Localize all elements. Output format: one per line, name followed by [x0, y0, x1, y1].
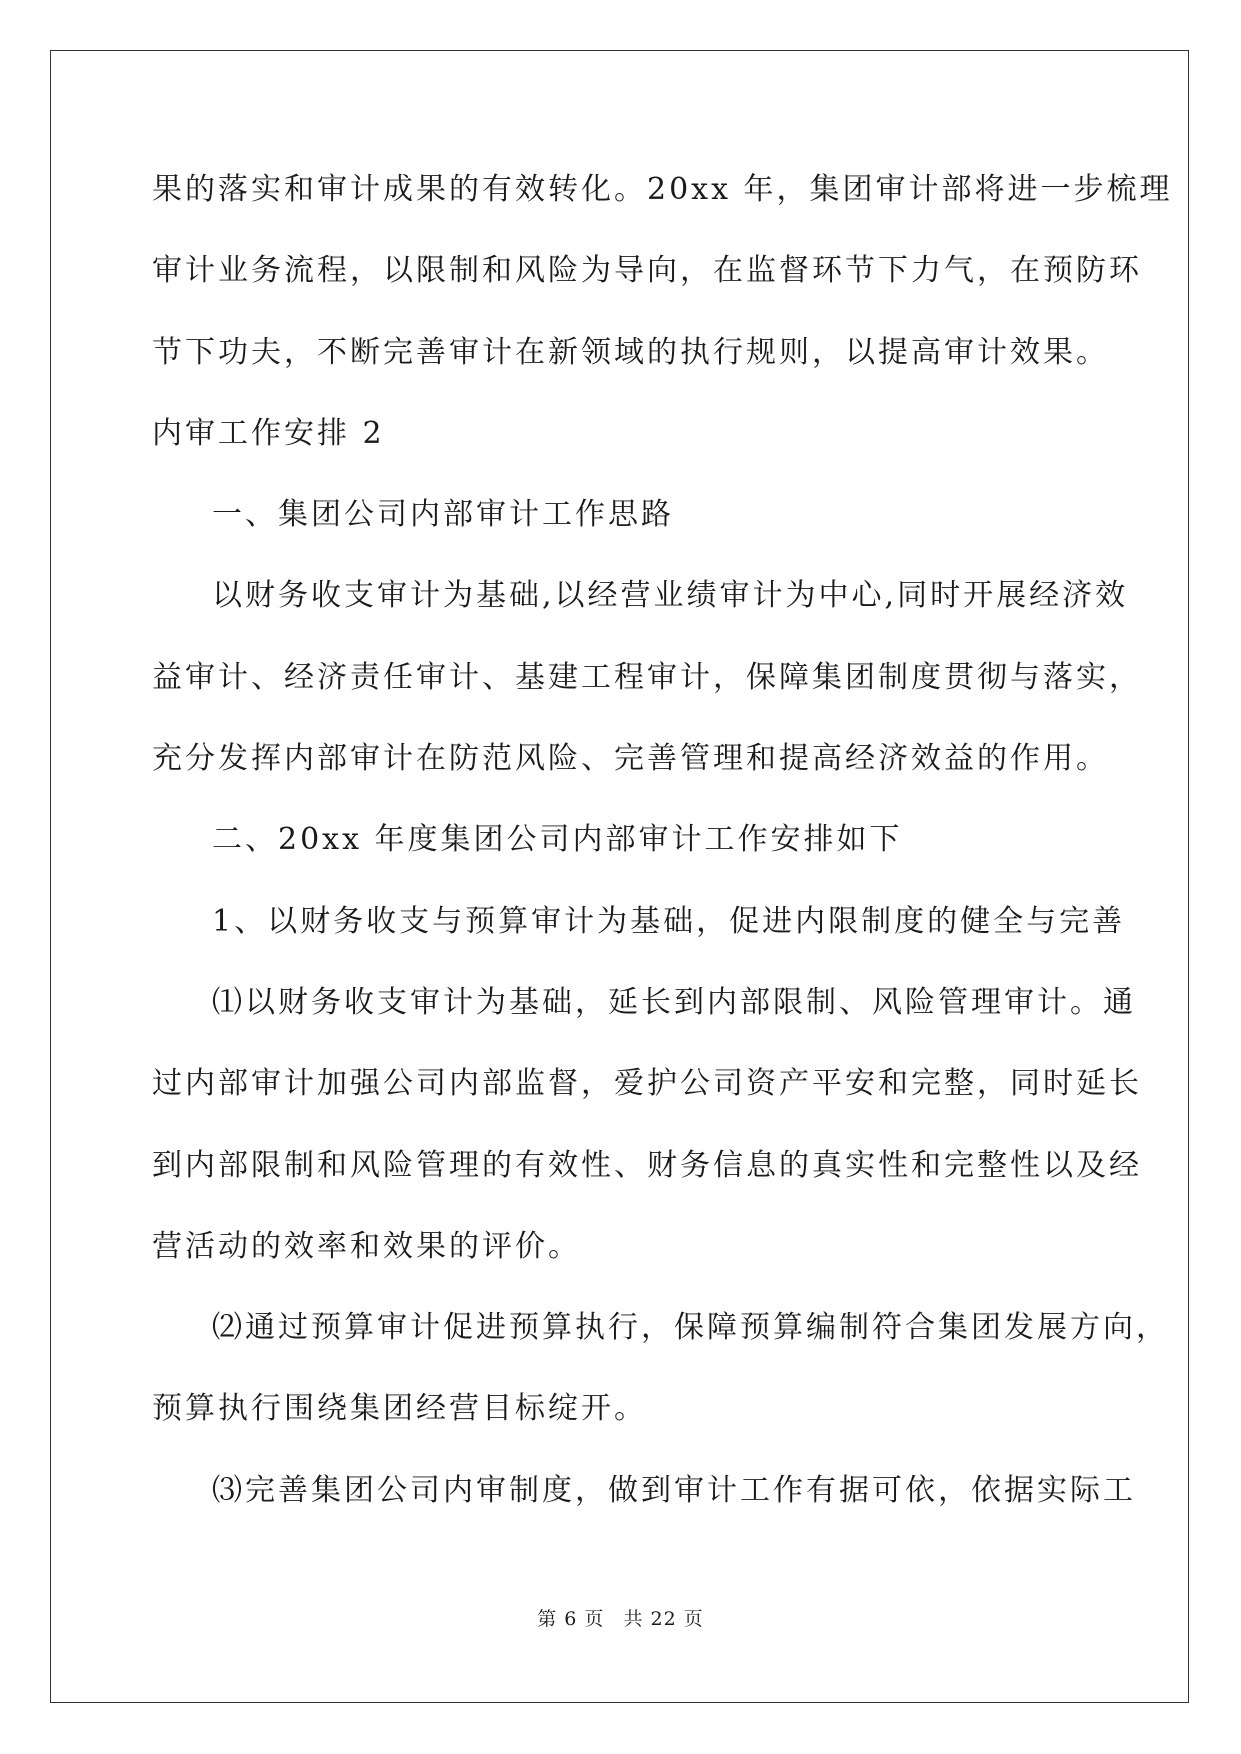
page-total: 共 22 页 — [623, 1608, 704, 1630]
text-line: 预算执行围绕集团经营目标绽开。 — [152, 1391, 647, 1427]
text-line: 过内部审计加强公司内部监督，爱护公司资产平安和完整，同时延长 — [152, 1066, 1142, 1102]
text-line: 以财务收支审计为基础,以经营业绩审计为中心,同时开展经济效 — [212, 578, 1129, 614]
text-line: 节下功夫，不断完善审计在新领域的执行规则，以提高审计效果。 — [152, 334, 1109, 370]
text-line: ⑵通过预算审计促进预算执行，保障预算编制符合集团发展方向， — [212, 1310, 1169, 1346]
subsection-heading: 二、20xx 年度集团公司内部审计工作安排如下 — [212, 822, 903, 858]
text-line: 果的落实和审计成果的有效转化。20xx 年，集团审计部将进一步梳理 — [152, 172, 1173, 207]
text-line: 营活动的效率和效果的评价。 — [152, 1228, 581, 1264]
text-line: 充分发挥内部审计在防范风险、完善管理和提高经济效益的作用。 — [152, 741, 1109, 777]
page-number: 第 6 页 — [537, 1608, 605, 1630]
text-line: 审计业务流程，以限制和风险为导向，在监督环节下力气，在预防环 — [152, 253, 1142, 289]
document-body — [152, 160, 1173, 1542]
text-line: ⑴以财务收支审计为基础，延长到内部限制、风险管理审计。通 — [212, 984, 1136, 1020]
text-line: 益审计、经济责任审计、基建工程审计，保障集团制度贯彻与落实， — [152, 659, 1142, 695]
text-line: 到内部限制和风险管理的有效性、财务信息的真实性和完整性以及经 — [152, 1147, 1142, 1183]
subsection-heading: 一、集团公司内部审计工作思路 — [212, 497, 674, 533]
text-line: ⑶完善集团公司内审制度，做到审计工作有据可依，依据实际工 — [212, 1472, 1136, 1508]
page-footer — [0, 1604, 1241, 1631]
list-item-heading: 1、以财务收支与预算审计为基础，促进内限制度的健全与完善 — [212, 903, 1126, 939]
section-heading: 内审工作安排 2 — [152, 415, 385, 451]
